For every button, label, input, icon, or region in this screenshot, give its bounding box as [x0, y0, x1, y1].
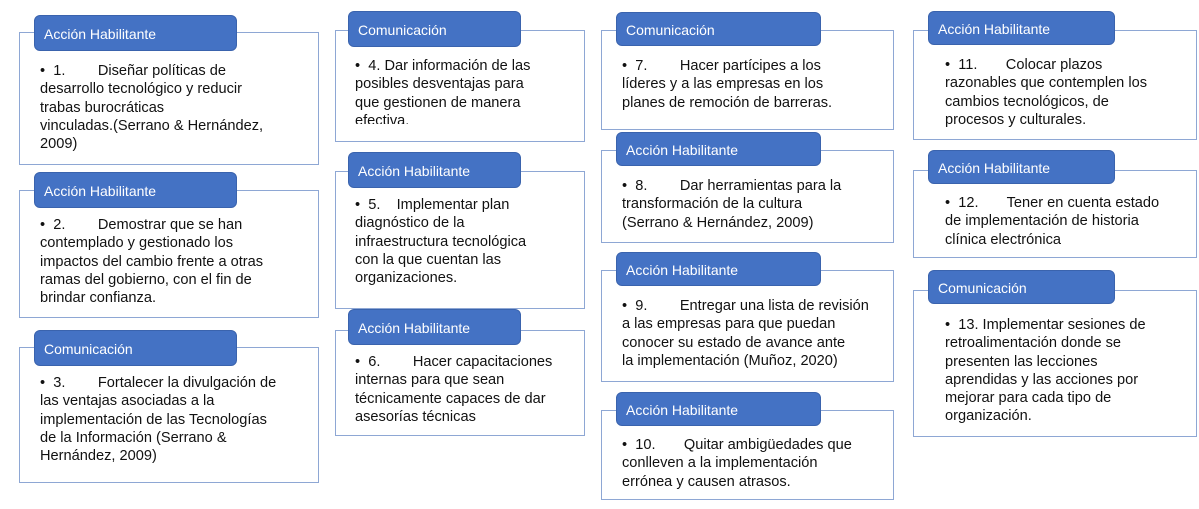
step-card-text	[40, 62, 313, 157]
step-card-line: (Serrano & Hernández, 2009)	[622, 214, 814, 231]
step-card-line: brindar confianza.	[40, 290, 157, 307]
step-card-line: trabas burocráticas	[40, 99, 165, 116]
step-card-text	[945, 316, 1191, 430]
step-card-line: líderes y a las empresas en los	[622, 76, 824, 93]
step-card-header: Acción Habilitante	[616, 132, 821, 166]
step-card-line: desarrollo tecnológico y reducir	[40, 81, 242, 98]
step-card-text	[40, 216, 313, 308]
step-card-line: efectiva.	[355, 112, 410, 124]
step-card-line: asesorías técnicas	[355, 408, 476, 425]
step-card-line: infraestructura tecnológica	[355, 233, 527, 250]
step-card-header: Comunicación	[34, 330, 237, 366]
step-card-line: internas para que sean	[355, 372, 505, 389]
step-card-line: técnicamente capaces de dar	[355, 390, 546, 407]
step-card-line: organizaciones.	[355, 270, 458, 287]
step-card-line: que gestionen de manera	[355, 94, 521, 111]
step-card-line: a las empresas para que puedan	[622, 316, 836, 333]
step-card-line: diagnóstico de la	[355, 215, 465, 232]
step-card-header: Acción Habilitante	[34, 15, 237, 51]
step-card-header: Comunicación	[616, 12, 821, 46]
step-card-line: • 9. Entregar una lista de revisión	[622, 298, 869, 314]
step-card-line: • 13. Implementar sesiones de	[945, 317, 1146, 333]
step-card-line: conocer su estado de avance ante	[622, 334, 846, 351]
step-card-header: Comunicación	[928, 270, 1115, 304]
step-card-line: Hernández, 2009)	[40, 448, 157, 465]
step-card-text	[622, 297, 888, 374]
step-card-line: clínica electrónica	[945, 231, 1061, 248]
step-card-line: cambios tecnológicos, de	[945, 93, 1109, 110]
step-card-line: razonables que contemplen los	[945, 75, 1148, 92]
step-card-text	[355, 353, 579, 430]
step-card-header: Acción Habilitante	[928, 11, 1115, 45]
step-card-line: • 12. Tener en cuenta estado	[945, 195, 1160, 211]
step-card-line: • 1. Diseñar políticas de	[40, 63, 226, 79]
step-card-line: transformación de la cultura	[622, 196, 803, 213]
step-card-text	[945, 56, 1191, 133]
step-card-header: Acción Habilitante	[928, 150, 1115, 184]
step-card-header: Comunicación	[348, 11, 521, 47]
step-card-line: • 4. Dar información de las	[355, 58, 531, 74]
step-card-line: organización.	[945, 408, 1032, 425]
step-card-line: de implementación de historia	[945, 213, 1139, 230]
step-card-line: de la Información (Serrano &	[40, 429, 227, 446]
step-card-text	[622, 177, 888, 236]
step-card-text	[355, 57, 579, 124]
step-card-line: vinculadas.(Serrano & Hernández,	[40, 117, 264, 134]
step-card-line: las ventajas asociadas a la	[40, 393, 215, 410]
step-card-text	[40, 374, 313, 469]
step-card-line: 2009)	[40, 136, 78, 153]
step-card-line: • 6. Hacer capacitaciones	[355, 354, 553, 370]
step-card-header: Acción Habilitante	[348, 309, 521, 345]
step-card-line: • 8. Dar herramientas para la	[622, 178, 842, 194]
step-card-line: • 5. Implementar plan	[355, 197, 510, 213]
step-card-header: Acción Habilitante	[616, 252, 821, 286]
step-card-line: planes de remoción de barreras.	[622, 94, 833, 111]
step-card-header: Acción Habilitante	[34, 172, 237, 208]
step-card-line: conlleven a la implementación	[622, 455, 818, 472]
step-card-line: • 7. Hacer partícipes a los	[622, 58, 821, 74]
step-card-text	[945, 194, 1191, 251]
step-card-line: • 3. Fortalecer la divulgación de	[40, 375, 277, 391]
step-card-line: mejorar para cada tipo de	[945, 390, 1112, 407]
step-card-line: • 10. Quitar ambigüedades que	[622, 437, 852, 453]
step-card-line: • 11. Colocar plazos	[945, 57, 1103, 73]
step-card-text	[622, 57, 888, 116]
step-card-line: retroalimentación donde se	[945, 335, 1122, 352]
step-card-line: procesos y culturales.	[945, 111, 1087, 128]
step-card-line: implementación de las Tecnologías	[40, 411, 267, 428]
step-card-text	[355, 196, 579, 291]
step-card-line: • 2. Demostrar que se han	[40, 217, 243, 233]
step-card-line: la implementación (Muñoz, 2020)	[622, 352, 838, 369]
step-card-line: posibles desventajas para	[355, 76, 524, 93]
step-card-header: Acción Habilitante	[616, 392, 821, 426]
step-card-line: errónea y causen atrasos.	[622, 473, 791, 490]
step-card-header: Acción Habilitante	[348, 152, 521, 188]
step-card-line: impactos del cambio frente a otras	[40, 253, 264, 270]
step-card-text	[622, 436, 888, 495]
step-card-line: presenten las lecciones	[945, 353, 1098, 370]
step-card-line: contemplado y gestionado los	[40, 235, 234, 252]
step-card-line: con la que cuentan las	[355, 251, 502, 268]
step-card-line: ramas del gobierno, con el fin de	[40, 271, 252, 288]
step-card-line: aprendidas y las acciones por	[945, 371, 1139, 388]
